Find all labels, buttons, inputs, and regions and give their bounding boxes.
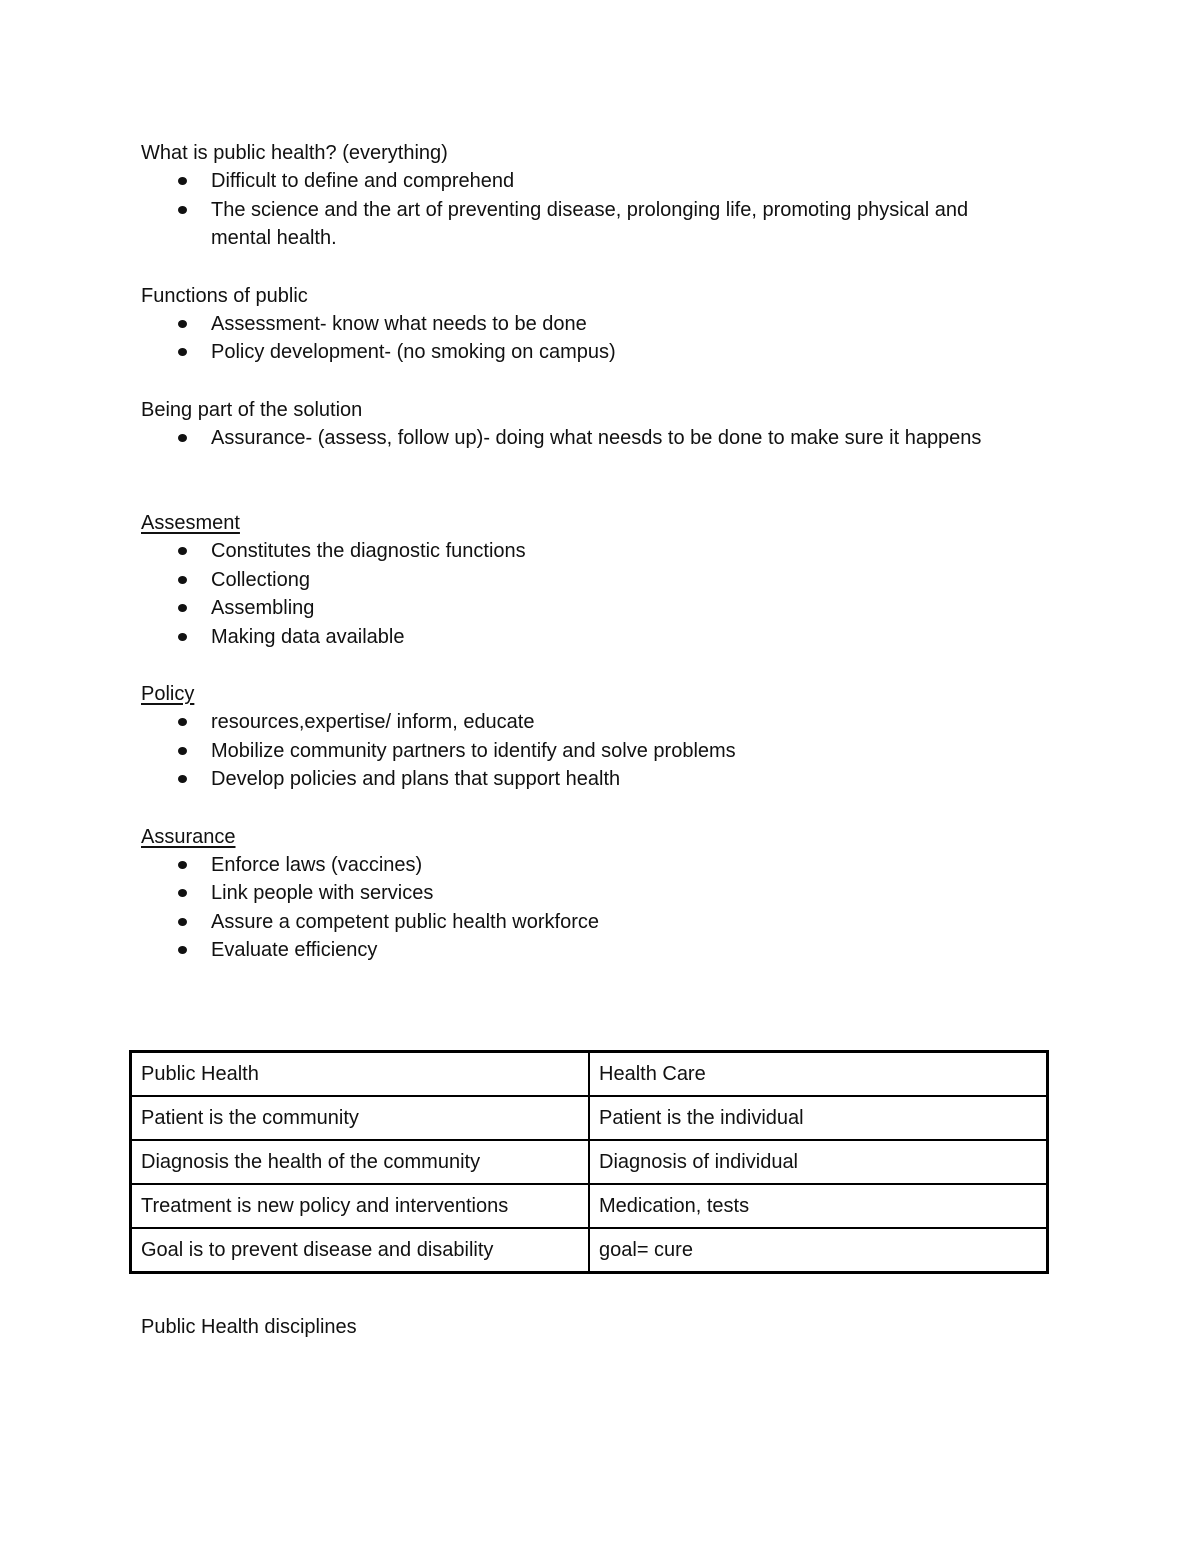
section-heading-being-part-of-solution: Being part of the solution <box>141 398 363 421</box>
bullet-icon <box>178 718 187 726</box>
table-cell: Medication, tests <box>589 1184 1048 1228</box>
bullet-list-assurance <box>141 851 1061 965</box>
section-heading-functions: Functions of public <box>141 284 308 307</box>
table-cell: Goal is to prevent disease and disability <box>131 1228 590 1273</box>
list-item: Mobilize community partners to identify and solve problems <box>141 737 1061 766</box>
table-cell: Health Care <box>589 1052 1048 1097</box>
comparison-table <box>129 1050 1049 1274</box>
table-cell: goal= cure <box>589 1228 1048 1273</box>
table-row <box>131 1184 1048 1228</box>
list-item: The science and the art of preventing disease, prolonging life, promoting physical and <box>141 196 1061 225</box>
table-row <box>131 1140 1048 1184</box>
table-row <box>131 1228 1048 1273</box>
bullet-list-policy <box>141 708 1061 794</box>
table-row <box>131 1096 1048 1140</box>
list-item: Develop policies and plans that support health <box>141 765 1061 794</box>
list-item: Difficult to define and comprehend <box>141 167 1061 196</box>
section-heading-assurance: Assurance <box>141 825 236 848</box>
list-item: Link people with services <box>141 879 1061 908</box>
bullet-icon <box>178 320 187 328</box>
bullet-icon <box>178 775 187 783</box>
list-item: Making data available <box>141 623 1061 652</box>
bullet-icon <box>178 547 187 555</box>
bullet-icon <box>178 348 187 356</box>
notes-body <box>141 139 1061 965</box>
list-item: Assessment- know what needs to be done <box>141 310 1061 339</box>
bullet-icon <box>178 206 187 214</box>
bullet-icon <box>178 177 187 185</box>
bullet-list-functions <box>141 310 1061 367</box>
list-item-continuation: mental health. <box>211 227 337 249</box>
table-cell: Diagnosis of individual <box>589 1140 1048 1184</box>
bullet-icon <box>178 633 187 641</box>
bullet-icon <box>178 946 187 954</box>
section-heading-assesment: Assesment <box>141 512 240 534</box>
list-item: Collectiong <box>141 566 1061 595</box>
list-item: Enforce laws (vaccines) <box>141 851 1061 880</box>
table-cell: Patient is the individual <box>589 1096 1048 1140</box>
list-item: Policy development- (no smoking on campus) <box>141 338 1061 367</box>
bullet-list-being-part-of-solution <box>141 424 1061 453</box>
section-heading-what-is-public-health: What is public health? (everything) <box>141 142 448 164</box>
list-item: Evaluate efficiency <box>141 936 1061 965</box>
bullet-list-assesment <box>141 537 1061 651</box>
list-item: Constitutes the diagnostic functions <box>141 537 1061 566</box>
table-cell: Treatment is new policy and interventions <box>131 1184 590 1228</box>
list-item: Assembling <box>141 594 1061 623</box>
bullet-icon <box>178 861 187 869</box>
section-heading-public-health-disciplines: Public Health disciplines <box>141 1316 357 1338</box>
bullet-icon <box>178 747 187 755</box>
table-cell: Patient is the community <box>131 1096 590 1140</box>
list-item: resources,expertise/ inform, educate <box>141 708 1061 737</box>
bullet-icon <box>178 918 187 926</box>
bullet-icon <box>178 576 187 584</box>
table-cell: Public Health <box>131 1052 590 1097</box>
bullet-icon <box>178 434 187 442</box>
list-item: Assure a competent public health workforce <box>141 908 1061 937</box>
bullet-icon <box>178 889 187 897</box>
list-item: Assurance- (assess, follow up)- doing what neesds to be done to make sure it happens <box>141 424 1061 453</box>
table-cell: Diagnosis the health of the community <box>131 1140 590 1184</box>
bullet-icon <box>178 604 187 612</box>
section-heading-policy: Policy <box>141 683 195 705</box>
bullet-list-what-is-public-health <box>141 167 1061 253</box>
table-row <box>131 1052 1048 1097</box>
